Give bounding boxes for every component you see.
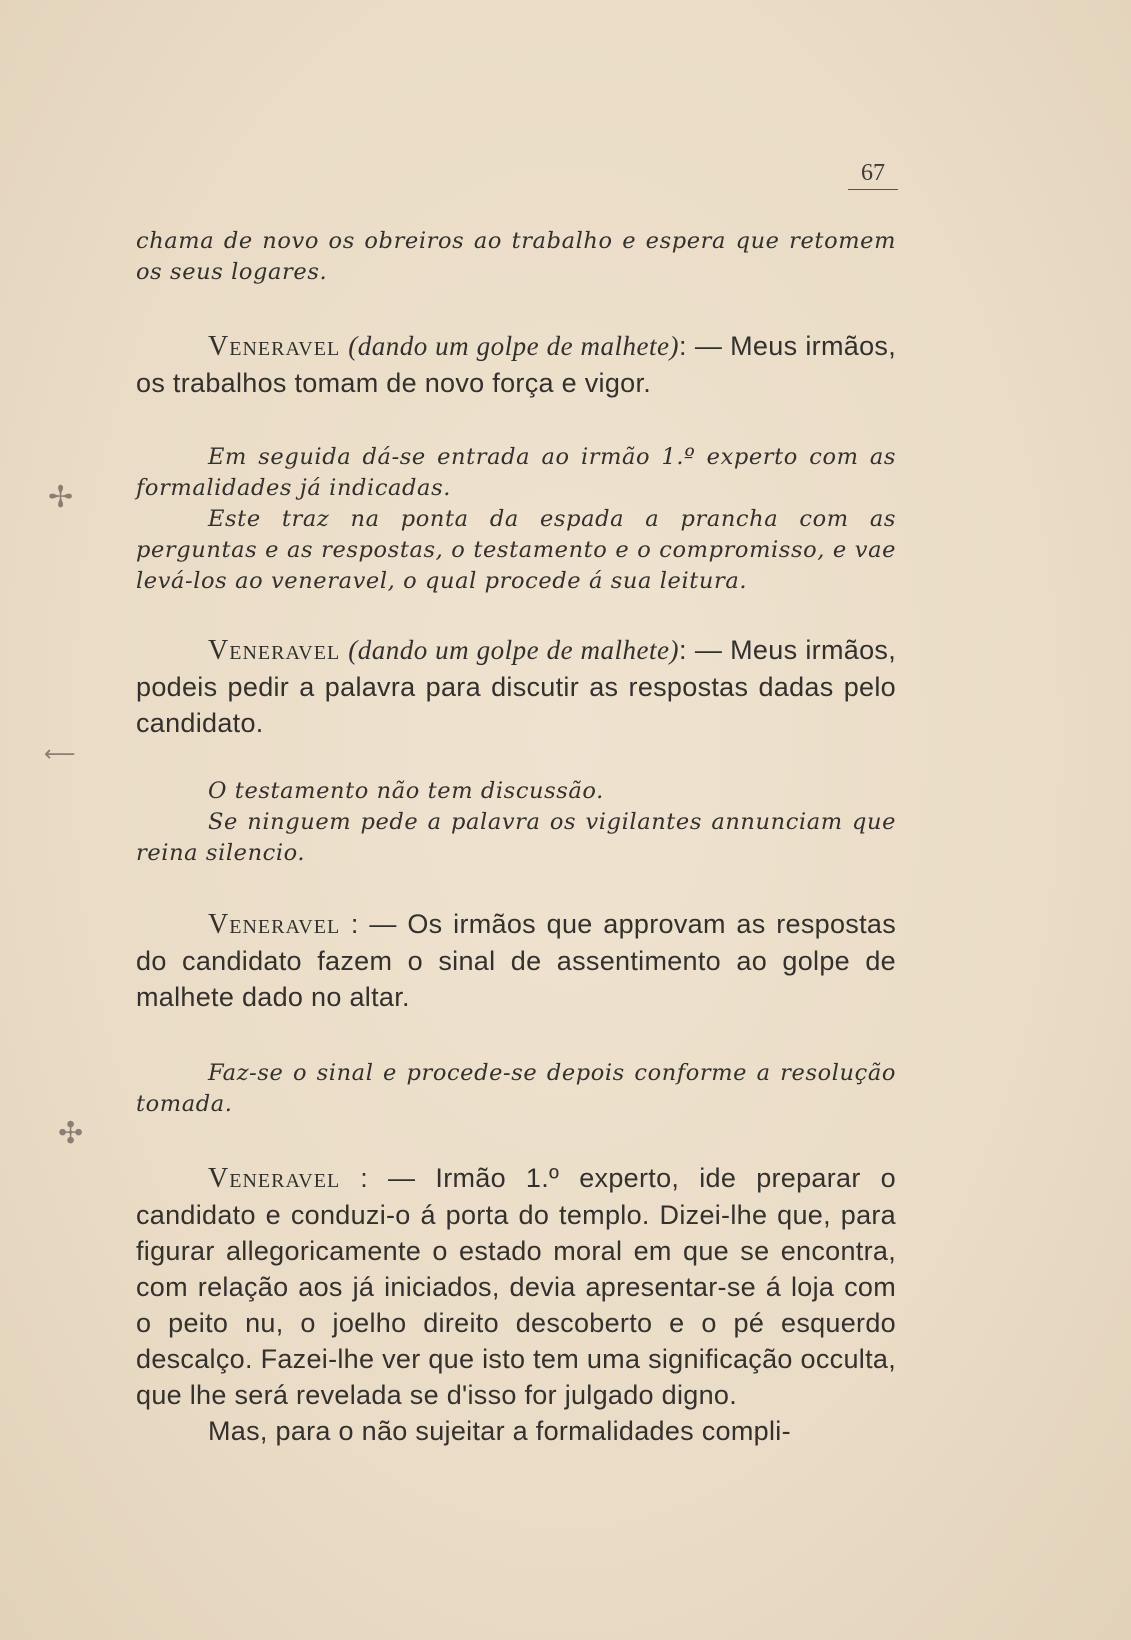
stage-paragraph: Faz-se o sinal e procede-se depois conforme a resolução tomada. <box>136 1060 896 1117</box>
speaker-direction: (dando um golpe de malhete) <box>348 635 679 665</box>
speech-block <box>136 632 896 741</box>
stage-paragraph: chama de novo os obreiros ao trabalho e espera que retomem os seus logares. <box>136 228 896 285</box>
margin-ornament-icon: ✢ <box>48 480 74 515</box>
stage-direction <box>136 226 896 288</box>
stage-paragraph: Se ninguem pede a palavra os vigilantes annunciam que reina silencio. <box>136 809 896 866</box>
speech-separator: : — <box>340 1163 436 1193</box>
speaker-name: Veneravel <box>208 909 341 940</box>
speech-separator: : — <box>679 635 731 665</box>
speech-paragraph <box>136 328 896 401</box>
speaker-direction: (dando um golpe de malhete) <box>348 331 679 361</box>
speech-text: Os irmãos que approvam as respostas do candidato fazem o sinal de assentimento ao golpe de malhete dado no altar. <box>136 909 896 1012</box>
stage-paragraph: Este traz na ponta da espada a prancha com as perguntas e as respostas, o testamento e o compromisso, e vae levá-los ao veneravel, o qual procede á sua leitura. <box>136 506 896 594</box>
speech-separator: : — <box>340 909 408 939</box>
stage-direction <box>136 1058 896 1120</box>
stage-direction <box>136 442 896 597</box>
speech-paragraph <box>136 632 896 741</box>
speech-paragraph <box>136 1160 896 1413</box>
speech-block <box>136 906 896 1015</box>
speaker-name: Veneravel <box>208 635 341 666</box>
speech-text: Irmão 1.º experto, ide preparar o candidato e conduzi-o á porta do templo. Dizei-lhe que, para figurar allegoricamente o estado moral em que se encontra, com relação aos já iniciados, devia apresentar-se á loja com o peito nu, o joelho direito descoberto e o pé esquerdo descalço. Fazei-lhe ver que isto tem uma significação occulta, que lhe será revelada se d'isso for julgado digno. <box>136 1163 896 1410</box>
stage-direction <box>136 776 896 869</box>
speech-paragraph <box>136 906 896 1015</box>
speech-block <box>136 328 896 401</box>
speaker-name: Veneravel <box>208 1163 341 1194</box>
speaker-name: Veneravel <box>208 331 341 362</box>
stage-paragraph: O testamento não tem discussão. <box>208 778 604 804</box>
margin-dash-icon: ⟵ <box>44 742 76 767</box>
speech-separator: : — <box>679 331 731 361</box>
speech-block <box>136 1160 896 1449</box>
page-number: 67 <box>848 160 898 190</box>
speech-text: Meus irmãos, os trabalhos tomam de novo força e vigor. <box>136 331 896 398</box>
speech-text: Meus irmãos, podeis pedir a palavra para discutir as respostas dadas pelo candidato. <box>136 635 896 738</box>
stage-paragraph: Em seguida dá-se entrada ao irmão 1.º experto com as formalidades já indicadas. <box>136 444 896 501</box>
margin-ornament-icon: ✣ <box>58 1116 84 1151</box>
speech-continuation: Mas, para o não sujeitar a formalidades compli- <box>208 1416 791 1446</box>
